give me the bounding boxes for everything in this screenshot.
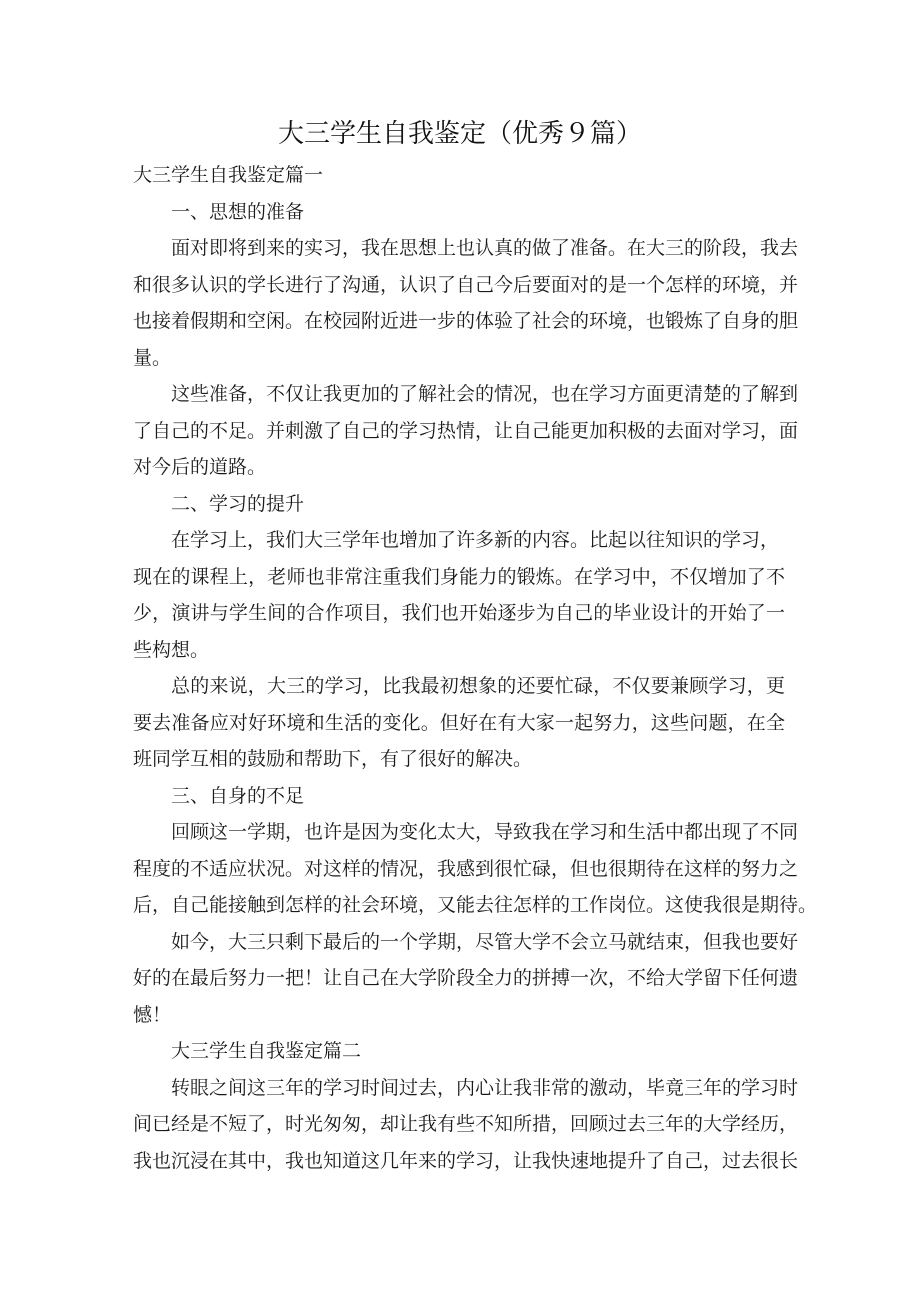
paragraph-line: 如今，大三只剩下最后的一个学期，尽管大学不会立马就结束，但我也要好 bbox=[171, 930, 799, 953]
paragraph-line: 回顾这一学期，也许是因为变化太大，导致我在学习和生活中都出现了不同 bbox=[171, 821, 799, 843]
paragraph-line: 面对即将到来的实习，我在思想上也认真的做了准备。在大三的阶段，我去 bbox=[171, 237, 799, 259]
subheading-study-improvement: 二、学习的提升 bbox=[171, 492, 305, 515]
paragraph-line: 我也沉浸在其中，我也知道这几年来的学习，让我快速地提升了自己，过去很长 bbox=[133, 1149, 799, 1172]
paragraph bbox=[133, 668, 785, 778]
paragraph bbox=[133, 376, 799, 486]
paragraph-line: 憾！ bbox=[133, 1003, 172, 1026]
paragraph-line: 些构想。 bbox=[133, 638, 210, 661]
paragraph-line: 对今后的道路。 bbox=[133, 456, 267, 478]
paragraph-line: 量。 bbox=[133, 346, 172, 369]
paragraph-line: 在学习上，我们大三学年也增加了许多新的内容。比起以往知识的学习， bbox=[171, 529, 780, 551]
paragraph-line: 少，演讲与学生间的合作项目，我们也开始逐步为自己的毕业设计的开始了一 bbox=[133, 602, 785, 624]
paragraph-line: 总的来说，大三的学习，比我最初想象的还要忙碌，不仅要兼顾学习，更 bbox=[171, 675, 785, 697]
paragraph bbox=[133, 230, 799, 376]
paragraph-line: 班同学互相的鼓励和帮助下，有了很好的解决。 bbox=[133, 748, 533, 770]
paragraph-line: 也接着假期和空闲。在校园附近进一步的体验了社会的环境，也锻炼了自身的胆 bbox=[133, 310, 799, 332]
paragraph-line: 了自己的不足。并刺激了自己的学习热情，让自己能更加积极的去面对学习，面 bbox=[133, 419, 799, 442]
paragraph-line: 这些准备，不仅让我更加的了解社会的情况，也在学习方面更清楚的了解到 bbox=[171, 383, 799, 405]
paragraph-line: 间已经是不短了，时光匆匆，却让我有些不知所措，回顾过去三年的大学经历， bbox=[133, 1113, 799, 1135]
paragraph-line: 要去准备应对好环境和生活的变化。但好在有大家一起努力，这些问题，在全 bbox=[133, 711, 785, 734]
paragraph-line: 程度的不适应状况。对这样的情况，我感到很忙碌，但也很期待在这样的努力之 bbox=[133, 857, 799, 880]
paragraph bbox=[133, 814, 818, 924]
paragraph bbox=[133, 1070, 799, 1180]
section-heading-2: 大三学生自我鉴定篇二 bbox=[171, 1040, 362, 1062]
paragraph-line: 和很多认识的学长进行了沟通，认识了自己今后要面对的是一个怎样的环境，并 bbox=[133, 273, 799, 296]
paragraph bbox=[133, 522, 785, 668]
paragraph-line: 现在的课程上，老师也非常注重我们身能力的锻炼。在学习中，不仅增加了不 bbox=[133, 565, 785, 588]
paragraph-line: 后，自己能接触到怎样的社会环境，又能去往怎样的工作岗位。这使我很是期待。 bbox=[133, 894, 818, 916]
document-body bbox=[133, 157, 818, 1179]
paragraph-line: 转眼之间这三年的学习时间过去，内心让我非常的激动，毕竟三年的学习时 bbox=[171, 1076, 799, 1099]
document-title: 大三学生自我鉴定（优秀９篇） bbox=[277, 119, 642, 149]
section-heading-1: 大三学生自我鉴定篇一 bbox=[133, 164, 324, 186]
paragraph-line: 好的在最后努力一把！让自己在大学阶段全力的拼搏一次，不给大学留下任何遗 bbox=[133, 967, 799, 989]
subheading-thought-preparation: 一、思想的准备 bbox=[171, 200, 305, 223]
subheading-shortcomings: 三、自身的不足 bbox=[171, 784, 305, 807]
paragraph bbox=[133, 924, 799, 1034]
